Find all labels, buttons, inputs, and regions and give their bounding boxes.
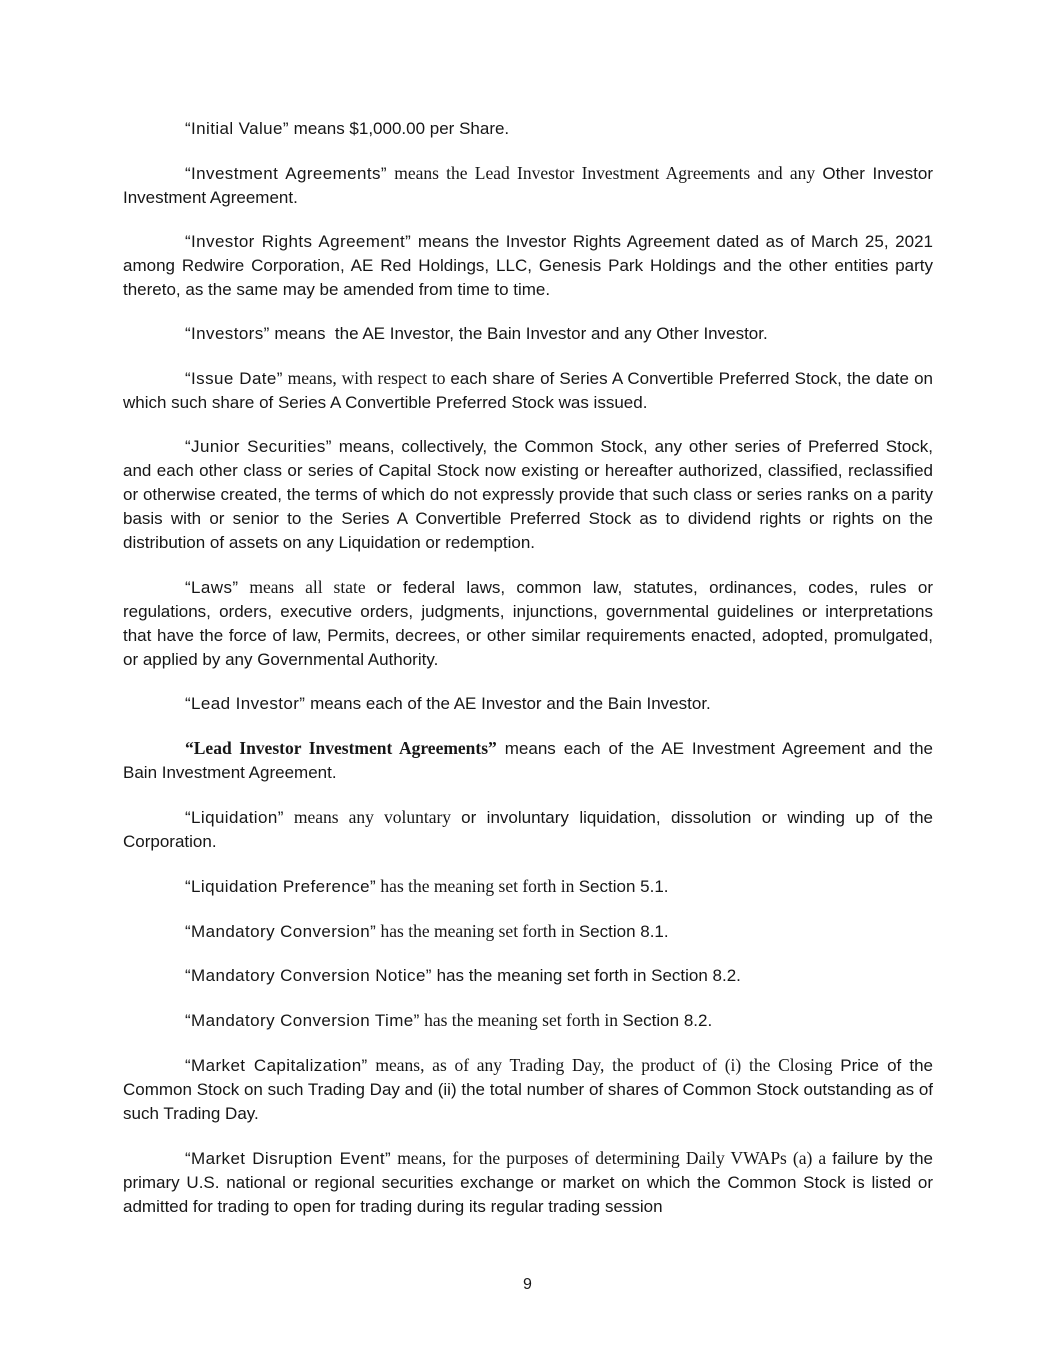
definition-text: means $1,000.00 per Share.	[288, 119, 510, 138]
definition-text: Section 5.1.	[578, 877, 669, 896]
definition-paragraph	[123, 1053, 933, 1126]
definition-text: has the meaning set forth in	[376, 921, 579, 941]
defined-term: “Laws”	[185, 578, 239, 597]
definition-paragraph	[123, 964, 933, 988]
definition-paragraph	[123, 874, 933, 899]
defined-term: “Liquidation”	[185, 808, 284, 827]
definition-paragraph	[123, 736, 933, 785]
definition-text: means, with respect to	[282, 368, 451, 388]
definition-text: has the meaning set forth in	[376, 876, 579, 896]
definition-text: or involuntary liquidation, dissolution or winding up of the Corporation.	[123, 808, 933, 851]
definition-text: means, for the purposes of determining Daily VWAPs (a) a	[391, 1148, 833, 1168]
definition-text: means the AE Investor, the Bain Investor and any Other Investor.	[269, 324, 768, 343]
defined-term: “Investor Rights Agreement”	[185, 232, 412, 251]
defined-term: “Liquidation Preference”	[185, 877, 377, 896]
defined-term: “Mandatory Conversion Notice”	[185, 966, 432, 985]
definition-text: has the meaning set forth in	[419, 1010, 623, 1030]
defined-term: “Initial Value”	[185, 119, 289, 138]
definition-text: means each of the AE Investor and the Bain Investor.	[305, 694, 711, 713]
definition-paragraph	[123, 435, 933, 555]
defined-term: “Market Capitalization”	[185, 1056, 368, 1075]
definition-paragraph	[123, 805, 933, 854]
definition-paragraph	[123, 230, 933, 302]
definition-paragraph	[123, 322, 933, 346]
definition-text: means all state	[238, 577, 377, 597]
definition-text: means each of the AE Investment Agreement and the Bain Investment Agreement.	[123, 739, 933, 782]
definition-text: means, collectively, the Common Stock, any other series of Preferred Stock, and each other class or series of Capital Stock now existing or hereafter authorized, classified, reclassified or otherwise created, the terms of which do not expressly provide that such class or series ranks on a parity basis with or senior to the Series A Convertible Preferred Stock as to dividend rights or rights on the distribution of assets on any Liquidation or redemption.	[123, 437, 933, 552]
defined-term: “Investors”	[185, 324, 270, 343]
defined-term: “Investment Agreements”	[185, 164, 387, 183]
defined-term: “Market Disruption Event”	[185, 1149, 392, 1168]
definition-paragraph	[123, 1008, 933, 1033]
defined-term: “Mandatory Conversion”	[185, 922, 377, 941]
definition-paragraph	[123, 692, 933, 716]
definition-text: has the meaning set forth in Section 8.2.	[431, 966, 741, 985]
definition-text: each share of Series A Convertible Preferred Stock, the date on which such share of Series A Convertible Preferred Stock was issued.	[123, 369, 933, 412]
definition-text: means, as of any Trading Day, the product of (i) the Closing	[367, 1055, 841, 1075]
definition-paragraph	[123, 1146, 933, 1219]
definition-paragraph	[123, 575, 933, 672]
definitions-section	[123, 117, 933, 1239]
definition-text: Section 8.1.	[578, 922, 669, 941]
defined-term: “Lead Investor”	[185, 694, 306, 713]
definition-text: means any voluntary	[283, 807, 462, 827]
page-number: 9	[523, 1276, 532, 1293]
definition-text: Price of the Common Stock on such Trading Day and (ii) the total number of shares of Common Stock outstanding as of such Trading Day.	[123, 1056, 933, 1123]
definition-paragraph	[123, 161, 933, 210]
defined-term: “Mandatory Conversion Time”	[185, 1011, 420, 1030]
defined-term: “Lead Investor Investment Agreements”	[185, 738, 497, 758]
definition-text: failure by the primary U.S. national or regional securities exchange or market on which the Common Stock is listed or admitted for trading to open for trading during its regular trading session	[123, 1149, 933, 1216]
definition-paragraph	[123, 366, 933, 415]
defined-term: “Junior Securities”	[185, 437, 332, 456]
definition-text: means the Lead Investor Investment Agreements and any	[386, 163, 823, 183]
definition-text: or federal laws, common law, statutes, ordinances, codes, rules or regulations, orders, executive orders, judgments, injunctions, governmental guidelines or interpretations that have the force of law, Permits, decrees, or other similar requirements enacted, adopted, promulgated, or applied by any Governmental Authority.	[123, 578, 933, 669]
definition-text: Other Investor Investment Agreement.	[123, 164, 933, 207]
definition-paragraph	[123, 919, 933, 944]
definition-text: means the Investor Rights Agreement dated as of March 25, 2021 among Redwire Corporation, AE Red Holdings, LLC, Genesis Park Holdings and the other entities party thereto, as the same may be amended from time to time.	[123, 232, 933, 299]
defined-term: “Issue Date”	[185, 369, 283, 388]
definition-paragraph	[123, 117, 933, 141]
definition-text: Section 8.2.	[622, 1011, 713, 1030]
